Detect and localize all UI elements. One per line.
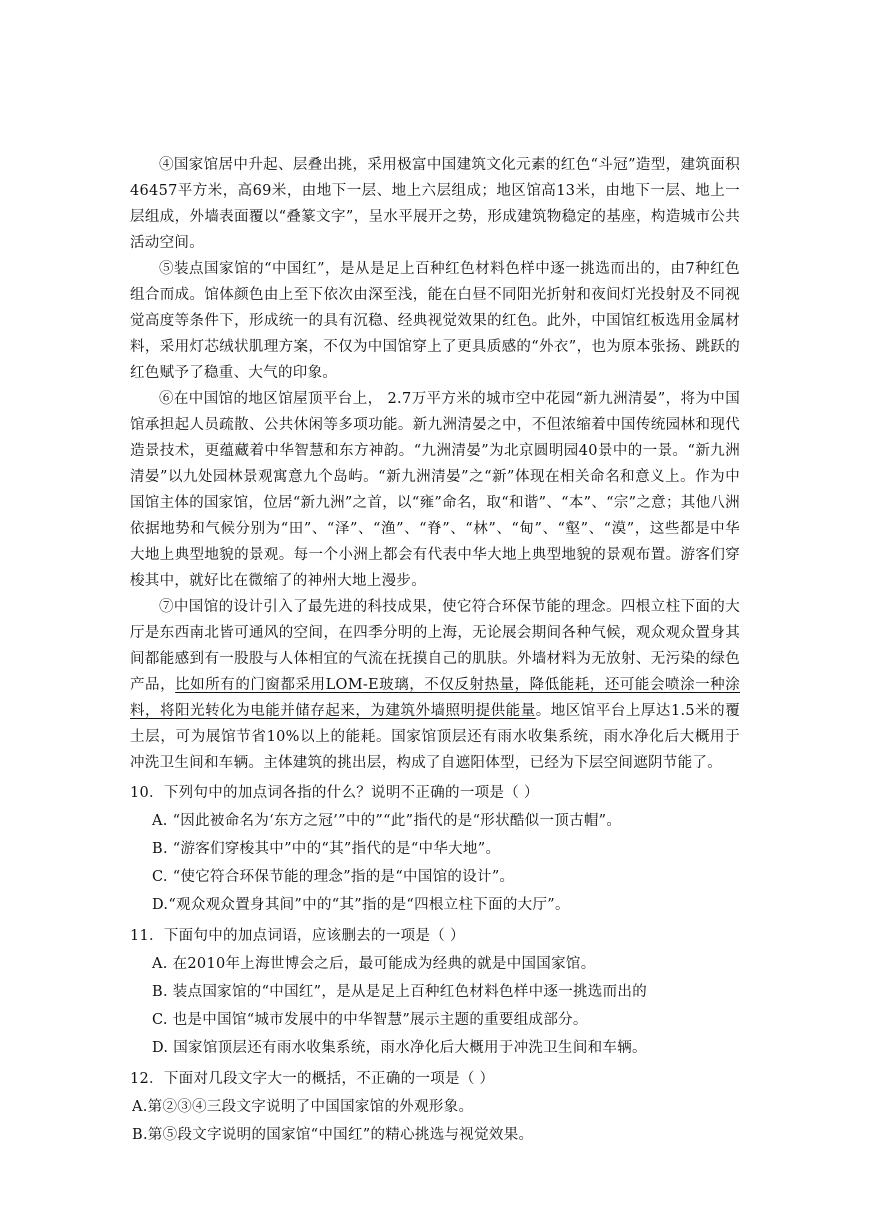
question-12 <box>130 1066 740 1149</box>
option-d: D. 国家馆顶层还有雨水收集系统，雨水净化后大概用于冲洗卫生间和车辆。 <box>152 1040 647 1056</box>
question-10 <box>130 780 740 919</box>
option-c: C. 也是中国馆“城市发展中的中华智慧”展示主题的重要组成部分。 <box>152 1012 588 1028</box>
option-a: A. “因此被命名为‘东方之冠’”中的”“此”指代的是“形状酷似一顶古帽”。 <box>152 813 622 829</box>
option-b: B.第⑤段文字说明的国家馆“中国红”的精心挑选与视觉效果。 <box>132 1127 534 1143</box>
option-d: D.“观众观众置身其间”中的“其”指的是“四根立柱下面的大厅”。 <box>152 897 570 913</box>
option-c: C. “使它符合环保节能的理念”指的是“中国馆的设计”。 <box>152 869 515 885</box>
question-12-stem: 12．下面对几段文字大一的概括，不正确的一项是（ ） <box>130 1071 495 1087</box>
question-10-options <box>130 807 740 919</box>
paragraph-7-underlined: 比如所有的门窗都采用LOM-E玻璃，不仅反射热量，降低能耗，还可能会喷涂一种涂料，将阳光转化为电能并储存起来，为建筑外墙照明提供能量 <box>130 677 740 719</box>
option-b: B. 装点国家馆的“中国红”，是从是足上百种红色材料色样中逐一挑选而出的 <box>152 984 647 1000</box>
question-11 <box>130 923 740 1062</box>
question-11-stem: 11．下面句中的加点词语，应该删去的一项是（ ） <box>130 928 465 944</box>
paragraph-5: ⑤装点国家馆的“中国红”，是从是足上百种红色材料色样中逐一挑选而出的，由7种红色组合而成。馆体颜色由上至下依次由深至浅，能在白昼不同阳光折射和夜间灯光投射及不同视觉高度等条件下，形成统一的具有沉稳、经典视觉效果的红色。此外，中国馆红板选用金属材料，采用灯芯绒状肌理方案，不仅为中国馆穿上了更具质感的“外衣”，也为原本张扬、跳跃的红色赋予了稳重、大气的印象。 <box>130 261 740 381</box>
paragraph-7-tail: 。地区馆平台上厚达1.5米的覆土层，可为展馆节省10%以上的能耗。国家馆顶层还有雨水收集系统，雨水净化后大概用于冲洗卫生间和车辆。主体建筑的挑出层，构成了自遮阳体型，已经为下层空间遮阴节能了。 <box>130 703 740 771</box>
option-a: A. 在2010年上海世博会之后，最可能成为经典的就是中国国家馆。 <box>152 956 596 972</box>
paragraph-4: ④国家馆居中升起、层叠出挑，采用极富中国建筑文化元素的红色“斗冠”造型，建筑面积46457平方米，高69米，由地下一层、地上六层组成；地区馆高13米，由地下一层、地上一层组成，外墙表面覆以“叠篆文字”，呈水平展开之势，形成建筑物稳定的基座，构造城市公共活动空间。 <box>130 157 740 251</box>
paragraph-6: ⑥在中国馆的地区馆屋顶平台上， 2.7万平方米的城市空中花园“新九洲清晏”，将为中国馆承担起人员疏散、公共休闲等多项功能。新九洲清晏之中，不但浓缩着中国传统园林和现代造景技术，更蕴藏着中华智慧和东方神韵。“九洲清晏”为北京圆明园40景中的一景。“新九洲清晏”以九处园林景观寓意九个岛屿。“新九洲清晏”之“新”体现在相关命名和意义上。作为中国馆主体的国家馆，位居“新九洲”之首，以“雍”命名，取“和谐”、“本”、“宗”之意；其他八洲依据地势和气候分别为“田”、“泽”、“渔”、“脊”、“林”、“甸”、“壑”、“漠”，这些都是中华大地上典型地貌的景观。每一个小洲上都会有代表中华大地上典型地貌的景观布置。游客们穿梭其中，就好比在微缩了的神州大地上漫步。 <box>130 391 740 589</box>
option-a: A.第②③④三段文字说明了中国国家馆的外观形象。 <box>132 1099 474 1115</box>
question-11-options <box>130 950 740 1062</box>
paragraph-7 <box>130 594 740 776</box>
option-b: B. “游客们穿梭其中”中的“其”指代的是“中华大地”。 <box>152 841 501 857</box>
question-10-stem: 10．下列句中的加点词各指的什么？说明不正确的一项是（ ） <box>130 785 539 801</box>
paragraph-7-lead: ⑦中国馆的设计引入了最先进的科技成果，使它符合环保节能的理念。四根立柱下面的大厅是东西南北皆可通风的空间，在四季分明的上海，无论展会期间各种气候，观众观众置身其间都能感到有一股股与人体相宜的气流在抚摸自己的肌肤。外墙材料为无放射、无污染的绿色产品， <box>130 599 740 693</box>
question-12-options <box>130 1093 740 1149</box>
document-page <box>130 152 740 1149</box>
